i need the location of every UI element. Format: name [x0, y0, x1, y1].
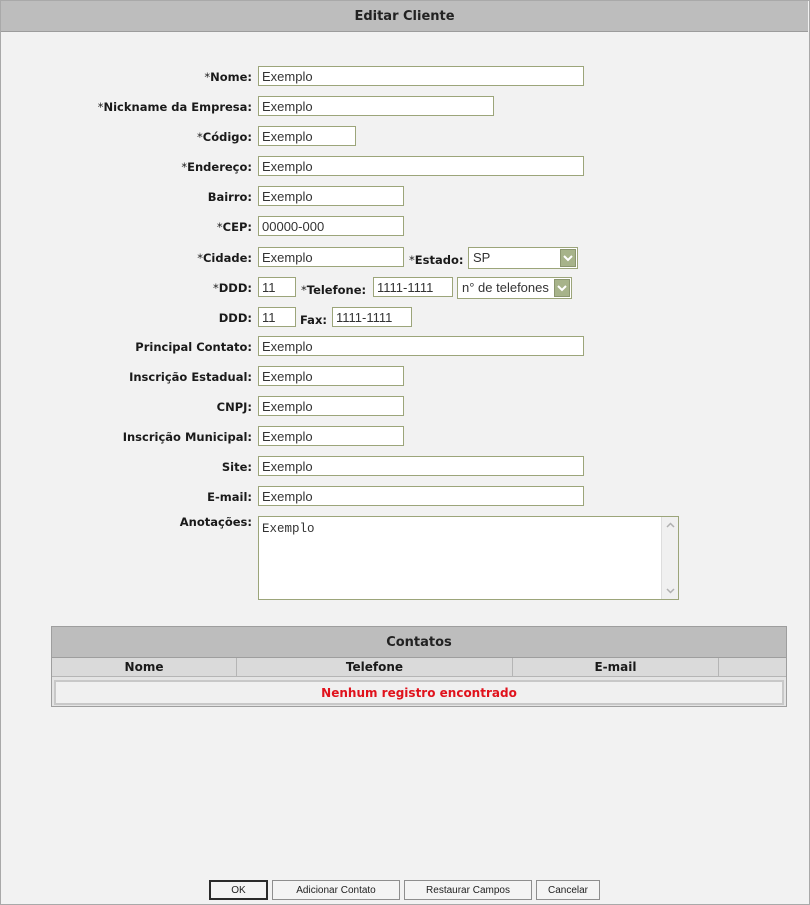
site-input[interactable]: Exemplo — [258, 456, 584, 476]
empty-state-message: Nenhum registro encontrado — [54, 680, 784, 705]
column-header-actions — [719, 658, 786, 676]
anotacoes-textarea[interactable] — [258, 516, 679, 600]
inscricao-estadual-label: Inscrição Estadual: — [129, 370, 252, 384]
cancel-button[interactable]: Cancelar — [536, 880, 600, 900]
fax-label: Fax: — [300, 313, 327, 327]
anotacoes-text: Exemplo — [262, 522, 315, 536]
anotacoes-scrollbar[interactable] — [661, 517, 678, 599]
ddd-fax-label: DDD: — [218, 311, 252, 325]
field-row-nome — [0, 66, 810, 88]
estado-value: SP — [473, 250, 491, 265]
cidade-label: *Cidade: — [197, 251, 252, 265]
endereco-label: *Endereço: — [181, 160, 252, 174]
num-telefones-value: n° de telefones — [462, 280, 549, 295]
field-row-inscricao-estadual — [0, 366, 810, 388]
field-row-telefone — [0, 277, 810, 299]
site-label: Site: — [221, 460, 252, 474]
chevron-down-icon[interactable] — [560, 249, 576, 267]
fax-input[interactable]: 1111-1111 — [332, 307, 412, 327]
endereco-input[interactable]: Exemplo — [258, 156, 584, 176]
nickname-label: *Nickname da Empresa: — [97, 100, 252, 114]
cnpj-input[interactable]: Exemplo — [258, 396, 404, 416]
anotacoes-label: Anotações: — [179, 515, 252, 529]
cep-label: *CEP: — [216, 220, 252, 234]
cep-input[interactable]: 00000-000 — [258, 216, 404, 236]
field-row-endereco — [0, 156, 810, 178]
contatos-header-row — [52, 658, 786, 677]
telefone-label: *Telefone: — [301, 283, 367, 297]
telefone-input[interactable]: 1111-1111 — [373, 277, 453, 297]
field-row-bairro — [0, 186, 810, 208]
bairro-input[interactable]: Exemplo — [258, 186, 404, 206]
nickname-input[interactable]: Exemplo — [258, 96, 494, 116]
email-label: E-mail: — [207, 490, 252, 504]
codigo-input[interactable]: Exemplo — [258, 126, 356, 146]
dialog-title: Editar Cliente — [1, 1, 808, 32]
column-header-nome[interactable]: Nome — [52, 658, 237, 676]
column-header-email[interactable]: E-mail — [513, 658, 719, 676]
nome-input[interactable]: Exemplo — [258, 66, 584, 86]
inscricao-municipal-label: Inscrição Municipal: — [122, 430, 252, 444]
field-row-email — [0, 486, 810, 508]
estado-select[interactable] — [468, 247, 578, 269]
chevron-down-icon[interactable] — [554, 279, 570, 297]
nome-label: *Nome: — [204, 70, 252, 84]
restore-fields-button[interactable]: Restaurar Campos — [404, 880, 532, 900]
principal-contato-label: Principal Contato: — [135, 340, 252, 354]
cnpj-label: CNPJ: — [216, 400, 252, 414]
ddd-fax-input[interactable]: 11 — [258, 307, 296, 327]
inscricao-estadual-input[interactable]: Exemplo — [258, 366, 404, 386]
contatos-table — [51, 626, 787, 707]
email-input[interactable]: Exemplo — [258, 486, 584, 506]
ddd-input[interactable]: 11 — [258, 277, 296, 297]
field-row-principal-contato — [0, 336, 810, 358]
ok-button[interactable]: OK — [209, 880, 268, 900]
field-row-cnpj — [0, 396, 810, 418]
cidade-input[interactable]: Exemplo — [258, 247, 404, 267]
scroll-up-icon[interactable] — [663, 518, 677, 532]
field-row-cep — [0, 216, 810, 238]
column-header-telefone[interactable]: Telefone — [237, 658, 513, 676]
ddd-label: *DDD: — [213, 281, 252, 295]
contatos-title: Contatos — [52, 627, 786, 658]
field-row-inscricao-municipal — [0, 426, 810, 448]
estado-label: *Estado: — [409, 253, 464, 267]
add-contact-button[interactable]: Adicionar Contato — [272, 880, 400, 900]
principal-contato-input[interactable]: Exemplo — [258, 336, 584, 356]
codigo-label: *Código: — [197, 130, 252, 144]
scroll-down-icon[interactable] — [663, 584, 677, 598]
inscricao-municipal-input[interactable]: Exemplo — [258, 426, 404, 446]
num-telefones-select[interactable] — [457, 277, 572, 299]
field-row-cidade — [0, 247, 810, 269]
field-row-codigo — [0, 126, 810, 148]
bairro-label: Bairro: — [207, 190, 252, 204]
field-row-fax — [0, 307, 810, 329]
field-row-site — [0, 456, 810, 478]
field-row-nickname — [0, 96, 810, 118]
